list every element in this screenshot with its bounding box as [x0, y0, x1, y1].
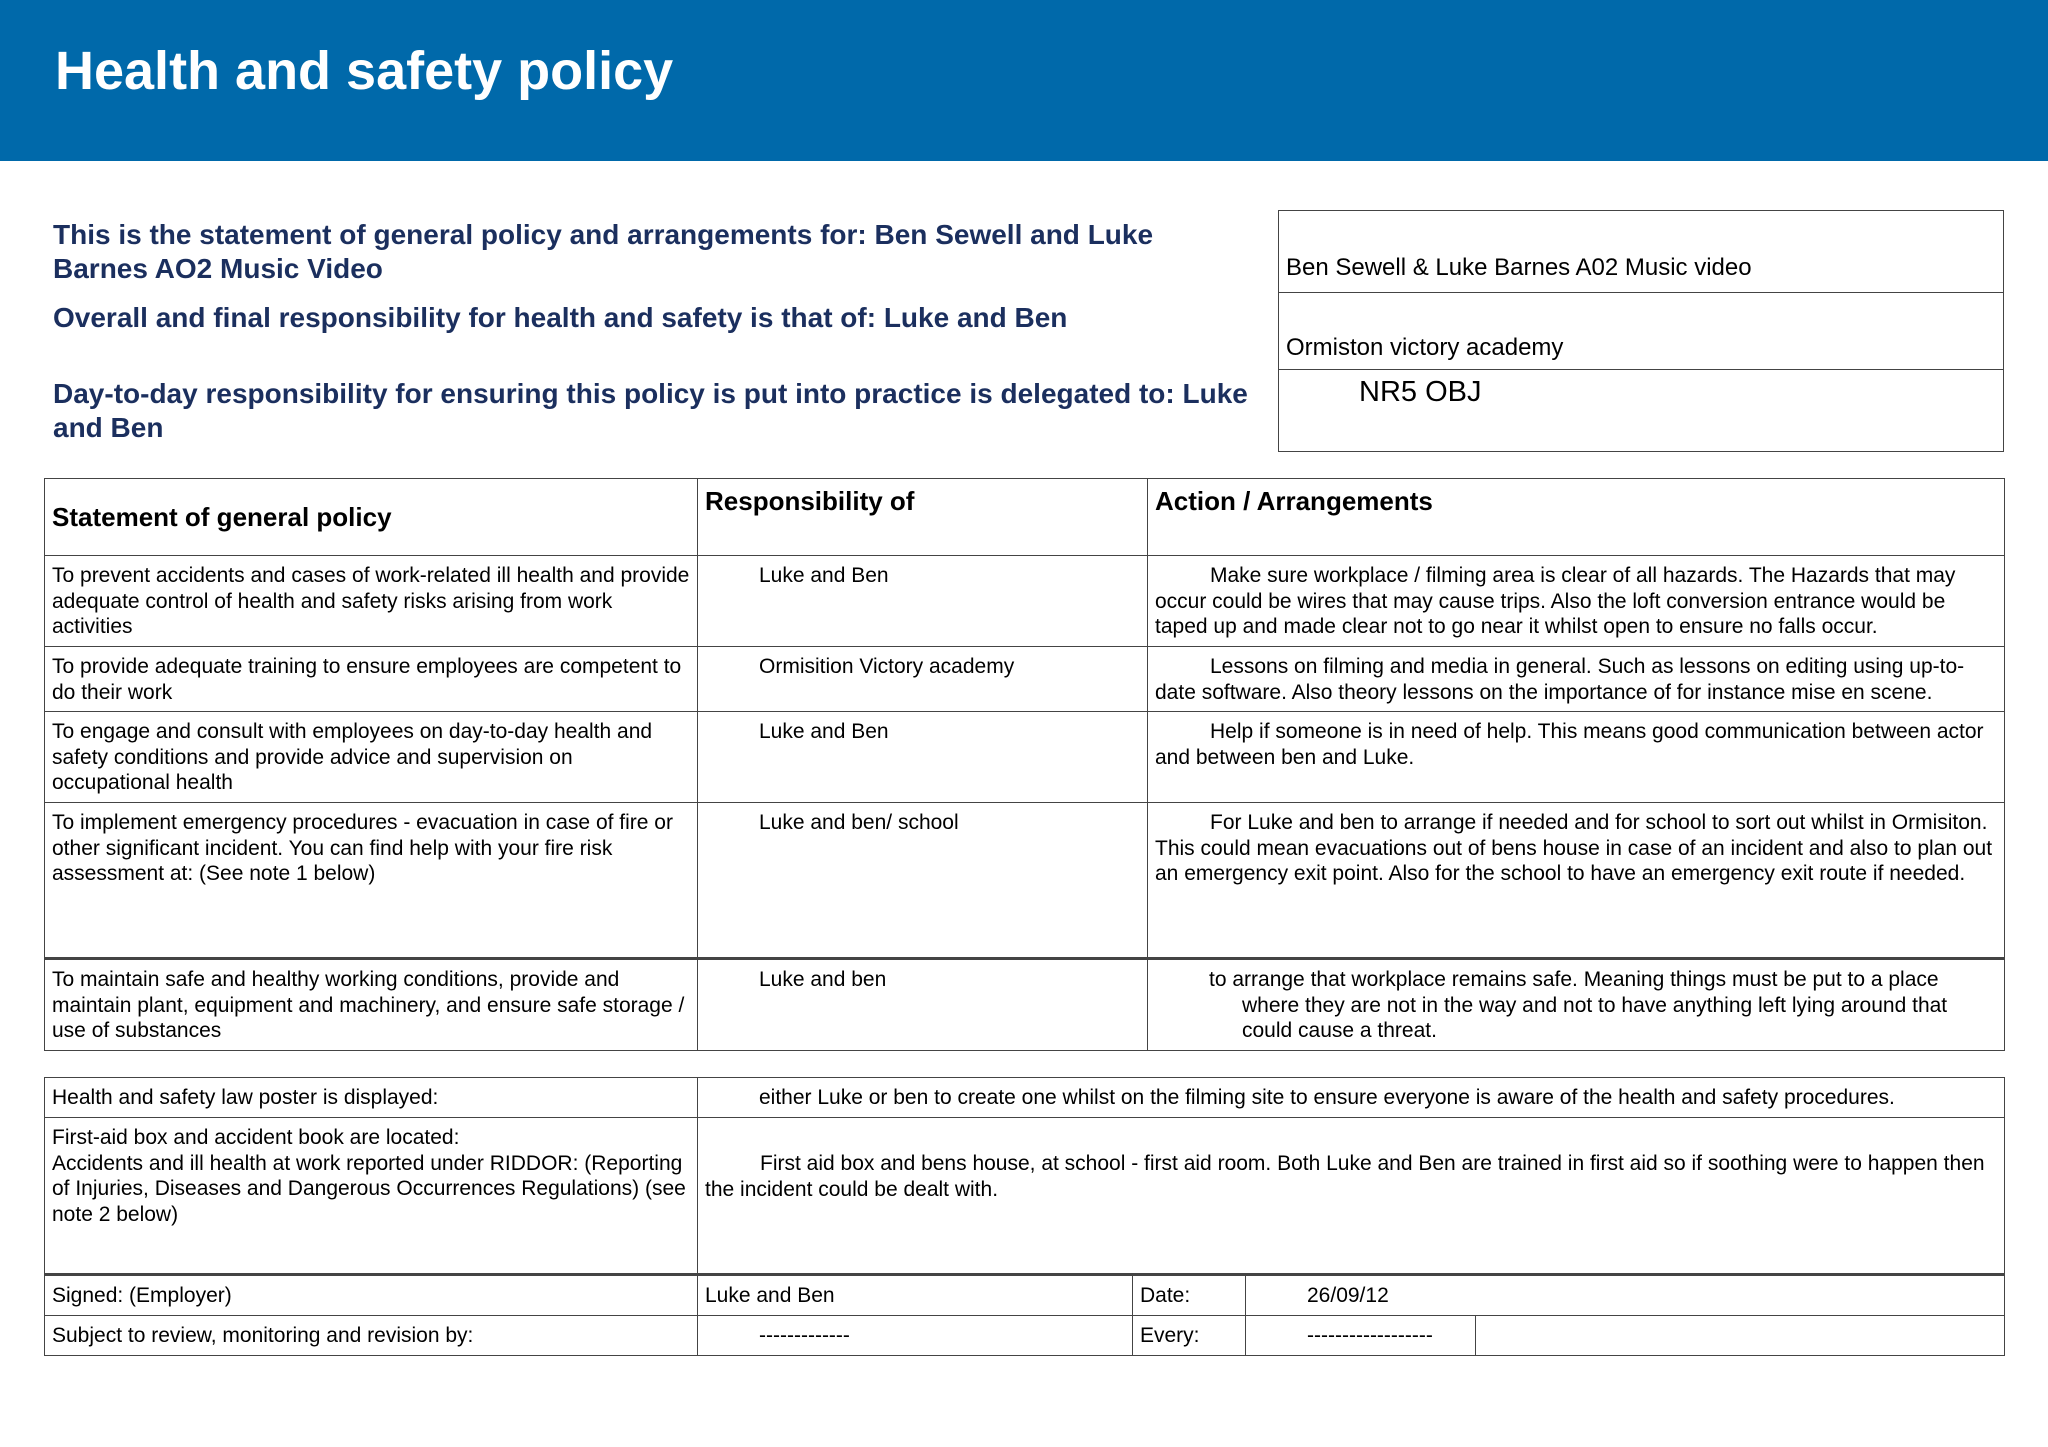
header-action: Action / Arrangements — [1148, 479, 2005, 556]
table-row — [45, 803, 2005, 959]
header-statement: Statement of general policy — [45, 479, 698, 556]
table-row — [45, 647, 2005, 712]
action-cell: Make sure workplace / filming area is clear of all hazards. The Hazards that may occur could be wires that may cause trips. Also the loft conversion entrance would be taped up and made clear not to go near it whilst open to ensure no falls occur. — [1148, 556, 2005, 647]
review-value: ------------- — [698, 1315, 1133, 1355]
first-aid-row — [45, 1118, 2005, 1274]
action-cell — [1148, 959, 2005, 1051]
statement-cell: To maintain safe and healthy working conditions, provide and maintain plant, equipment and machinery, and ensure safe storage / use of substances — [45, 959, 698, 1051]
statement-cell: To engage and consult with employees on day-to-day health and safety conditions and provide advice and supervision on occupational health — [45, 712, 698, 803]
policy-table — [44, 478, 2005, 1051]
poster-value: either Luke or ben to create one whilst on the filming site to ensure everyone is aware of the health and safety procedures. — [698, 1078, 2005, 1118]
statement-cell: To provide adequate training to ensure employees are competent to do their work — [45, 647, 698, 712]
header-banner — [0, 0, 2048, 161]
poster-label: Health and safety law poster is displayed: — [45, 1078, 698, 1118]
poster-row — [45, 1078, 2005, 1118]
statement-cell: To implement emergency procedures - evacuation in case of fire or other significant incident. You can find help with your fire risk assessment at: (See note 1 below) — [45, 803, 698, 959]
address-line-2: Ormiston victory academy — [1286, 334, 1564, 361]
address-row-3 — [1279, 370, 2003, 451]
table-row — [45, 712, 2005, 803]
statement-cell: To prevent accidents and cases of work-related ill health and provide adequate control of health and safety risks arising from work activities — [45, 556, 698, 647]
first-aid-label — [45, 1118, 698, 1274]
action-cell: Lessons on filming and media in general. Such as lessons on editing using up-to-date software. Also theory lessons on the importance of for instance mise en scene. — [1148, 647, 2005, 712]
policy-table-header — [45, 479, 2005, 556]
address-postcode: NR5 OBJ — [1359, 376, 1482, 408]
action-text: to arrange that workplace remains safe. Meaning things must be put to a place where they are not in the way and not to have anything left lying around that could cause a threat. — [1209, 968, 1948, 1042]
responsibility-cell: Luke and Ben — [698, 712, 1148, 803]
sign-table — [44, 1273, 2005, 1356]
every-label: Every: — [1133, 1315, 1246, 1355]
every-value: ------------------ — [1246, 1315, 1476, 1355]
page-title: Health and safety policy — [55, 41, 674, 101]
review-row — [45, 1315, 2005, 1355]
address-row-1 — [1279, 211, 2003, 293]
table-row — [45, 959, 2005, 1051]
first-aid-value: First aid box and bens house, at school - first aid room. Both Luke and Ben are trained in first aid so if soothing were to happen then the incident could be dealt with. — [698, 1118, 2005, 1274]
action-cell: Help if someone is in need of help. This means good communication between actor and between ben and Luke. — [1148, 712, 2005, 803]
policy-statement-heading: This is the statement of general policy and arrangements for: Ben Sewell and Luke Barnes AO2 Music Video — [53, 219, 1154, 284]
header-responsibility: Responsibility of — [698, 479, 1148, 556]
address-line-1: Ben Sewell & Luke Barnes A02 Music video — [1286, 254, 1752, 281]
info-table — [44, 1077, 2005, 1274]
review-label: Subject to review, monitoring and revision by: — [45, 1315, 698, 1355]
date-value: 26/09/12 — [1246, 1275, 2005, 1316]
action-cell: For Luke and ben to arrange if needed and for school to sort out whilst in Ormisiton. This could mean evacuations out of bens house in case of an incident and also to plan out an emergency exit point. Also for the school to have an emergency exit route if needed. — [1148, 803, 2005, 959]
address-row-2 — [1279, 293, 2003, 370]
responsibility-cell: Luke and ben — [698, 959, 1148, 1051]
day-to-day-responsibility-heading: Day-to-day responsibility for ensuring this policy is put into practice is delegated to: Luke and Ben — [53, 378, 1248, 443]
table-row — [45, 556, 2005, 647]
signed-label: Signed: (Employer) — [45, 1275, 698, 1316]
first-aid-label-line: First-aid box and accident book are located: — [52, 1126, 460, 1149]
date-label: Date: — [1133, 1275, 1246, 1316]
responsibility-cell: Ormisition Victory academy — [698, 647, 1148, 712]
address-box — [1278, 210, 2004, 452]
responsibility-cell: Luke and ben/ school — [698, 803, 1148, 959]
riddor-label: Accidents and ill health at work reported under RIDDOR: (Reporting of Injuries, Diseases and Dangerous Occurrences Regulations) (see note 2 below) — [52, 1151, 686, 1226]
extra-value — [1476, 1315, 2005, 1355]
responsibility-cell: Luke and Ben — [698, 556, 1148, 647]
signed-row — [45, 1275, 2005, 1316]
signed-value: Luke and Ben — [698, 1275, 1133, 1316]
overall-responsibility-heading: Overall and final responsibility for health and safety is that of: Luke and Ben — [53, 302, 1068, 333]
